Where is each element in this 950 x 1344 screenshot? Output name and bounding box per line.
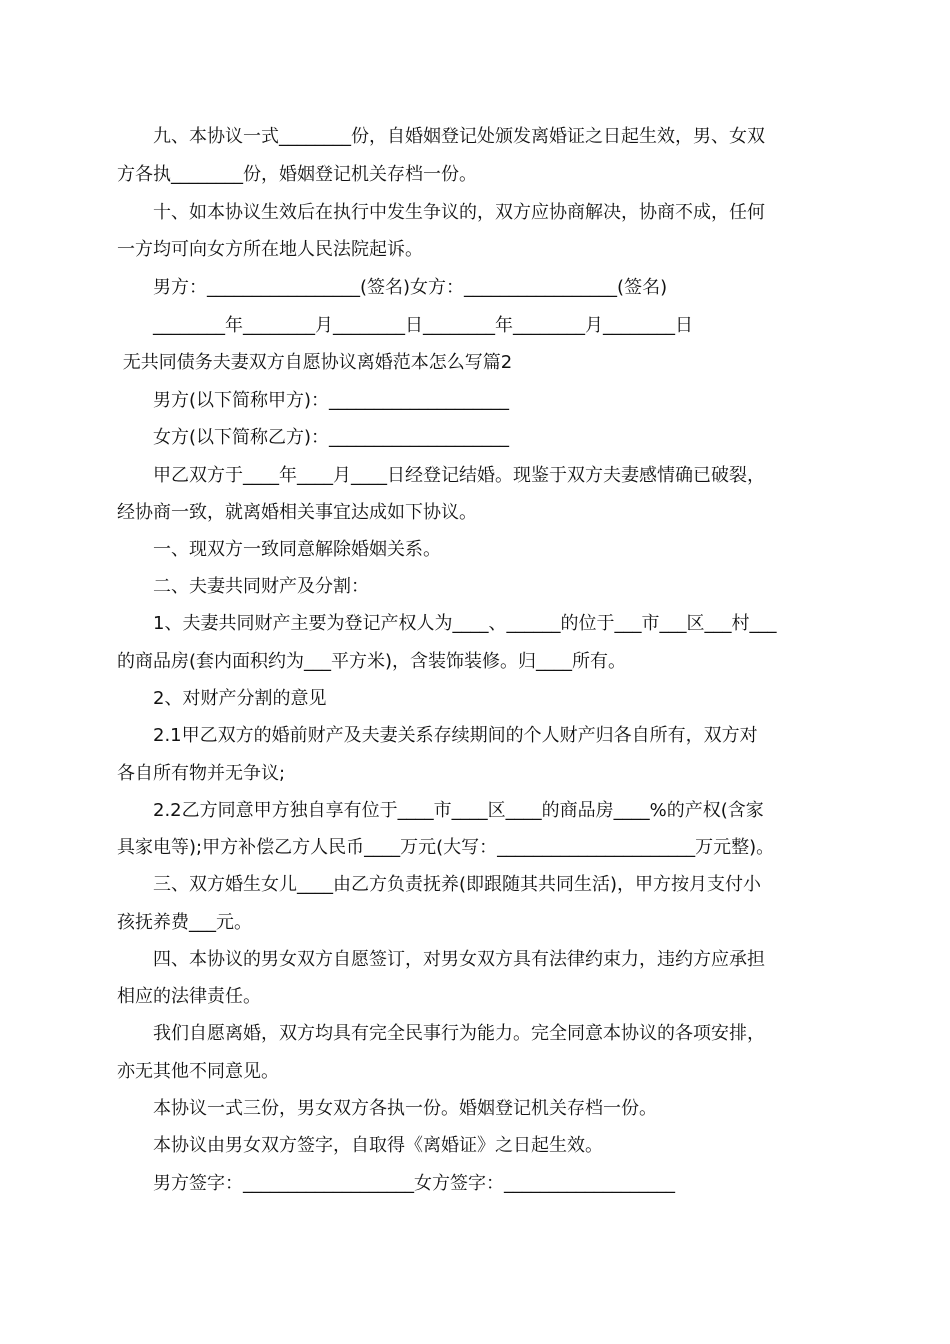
doc-line: 相应的法律责任。 [117, 986, 261, 1007]
doc-line: 亦无其他不同意见。 [117, 1061, 279, 1082]
doc-line: 1、夫妻共同财产主要为登记产权人为____、______的位于___市___区___村___ [117, 613, 777, 634]
doc-line: 九、本协议一式________份，自婚姻登记处颁发离婚证之日起生效，男、女双 [117, 126, 765, 147]
doc-line: 我们自愿离婚，双方均具有完全民事行为能力。完全同意本协议的各项安排， [117, 1023, 765, 1044]
doc-line: 三、双方婚生女儿____由乙方负责抚养(即跟随其共同生活)，甲方按月支付小 [117, 874, 762, 895]
signature-line: 男方签字：___________________女方签字：___________________ [117, 1173, 675, 1194]
doc-line: 2.2乙方同意甲方独自享有位于____市____区____的商品房____%的产权(含家 [117, 800, 764, 821]
doc-line: 经协商一致，就离婚相关事宜达成如下协议。 [117, 502, 477, 523]
doc-line: 2.1甲乙双方的婚前财产及夫妻关系存续期间的个人财产归各自所有，双方对 [117, 725, 758, 746]
doc-line: 孩抚养费___元。 [117, 912, 252, 933]
doc-line: ________年________月________日________年________月________日 [117, 315, 693, 336]
section-heading: 无共同债务夫妻双方自愿协议离婚范本怎么写篇2 [117, 352, 513, 373]
doc-line: 甲乙双方于____年____月____日经登记结婚。现鉴于双方夫妻感情确已破裂， [117, 465, 765, 486]
doc-line: 男方(以下简称甲方)：____________________ [117, 390, 510, 411]
doc-line: 具家电等);甲方补偿乙方人民币____万元(大写：______________________万元整)。 [117, 837, 775, 858]
doc-line: 方各执________份，婚姻登记机关存档一份。 [117, 164, 477, 185]
doc-line: 四、本协议的男女双方自愿签订，对男女双方具有法律约束力，违约方应承担 [117, 949, 765, 970]
doc-line: 本协议一式三份，男女双方各执一份。婚姻登记机关存档一份。 [117, 1098, 657, 1119]
doc-line: 男方：_________________(签名)女方：_________________(签名) [117, 277, 668, 298]
doc-line: 一、现双方一致同意解除婚姻关系。 [117, 539, 441, 560]
doc-line: 的商品房(套内面积约为___平方米)，含装饰装修。归____所有。 [117, 651, 627, 672]
doc-line: 各自所有物并无争议; [117, 763, 286, 784]
doc-line: 2、对财产分割的意见 [117, 688, 327, 709]
doc-line: 女方(以下简称乙方)：____________________ [117, 427, 510, 448]
doc-line: 十、如本协议生效后在执行中发生争议的，双方应协商解决，协商不成，任何 [117, 202, 765, 223]
doc-line: 二、夫妻共同财产及分割： [117, 576, 369, 597]
doc-line: 本协议由男女双方签字，自取得《离婚证》之日起生效。 [117, 1135, 603, 1156]
doc-line: 一方均可向女方所在地人民法院起诉。 [117, 239, 423, 260]
